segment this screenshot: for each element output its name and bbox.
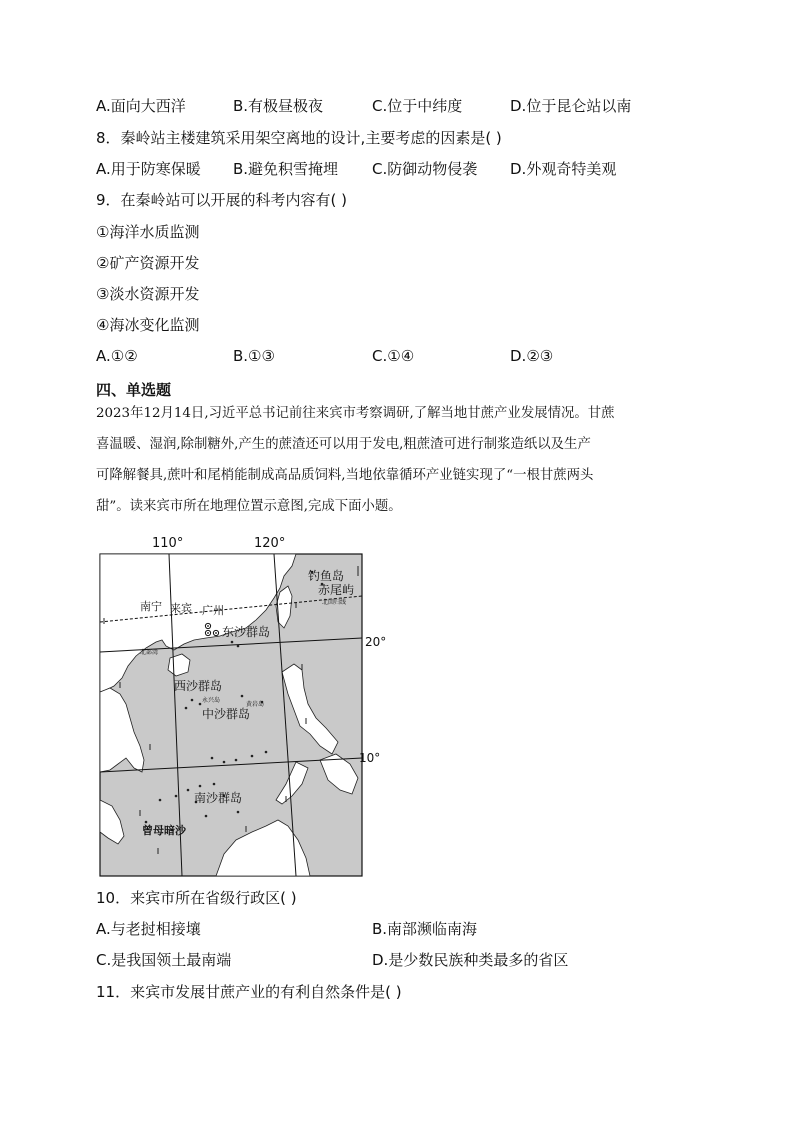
q9-item-3: ③淡水资源开发 [96,285,200,303]
q8-option-b: B.避免积雪掩埋 [233,160,339,178]
label-chiwei: 赤尾屿 [318,583,355,597]
label-huangyan: 黄岩岛 [246,701,265,708]
q8-option-a: A.用于防寒保暖 [96,160,201,178]
label-diaoyu: 钓鱼岛 [308,569,345,583]
q7-option-d: D.位于昆仑站以南 [510,97,632,115]
q10-stem: 10．来宾市所在省级行政区( ) [96,889,297,907]
label-20: 20° [365,635,387,649]
q9-item-1: ①海洋水质监测 [96,223,200,241]
q9-option-c: C.①④ [372,347,415,365]
q8-option-d: D.外观奇特美观 [510,160,617,178]
label-120: 120° [254,536,286,551]
q9-option-d: D.②③ [510,347,554,365]
q7-option-b: B.有极昼极夜 [233,97,324,115]
q10-option-c: C.是我国领土最南端 [96,951,232,969]
label-110: 110° [152,536,184,551]
label-xisha: 西沙群岛 [174,679,223,693]
label-yongxing: 永兴岛 [202,697,221,704]
label-dongsha: 东沙群岛 [222,625,271,639]
q9-option-a: A.①② [96,347,138,365]
map-svg [96,532,387,880]
hainan-island [168,654,190,676]
label-beibu: 北部湾 [140,649,159,656]
label-laibin: 来宾 [170,602,192,615]
q8-option-c: C.防御动物侵袭 [372,160,478,178]
q10-option-a: A.与老挝相接壤 [96,920,201,938]
material-line-3: 可降解餐具,蔗叶和尾梢能制成高品质饲料,当地依靠循环产业链实现了“一根甘蔗两头 [96,468,594,483]
label-zengmu: 曾母暗沙 [142,824,186,837]
q9-item-2: ②矿产资源开发 [96,254,200,272]
q10-option-d: D.是少数民族种类最多的省区 [372,951,569,969]
material-line-1: 2023年12月14日,习近平总书记前往来宾市考察调研,了解当地甘蔗产业发展情况。甘蔗 [96,406,615,421]
material-line-4: 甜”。读来宾市所在地理位置示意图,完成下面小题。 [96,499,402,514]
q7-option-c: C.位于中纬度 [372,97,463,115]
q9-item-4: ④海冰变化监测 [96,316,200,334]
label-nanning: 南宁 [140,600,162,613]
label-10: 10° [359,751,381,765]
q9-stem: 9．在秦岭站可以开展的科考内容有( ) [96,191,348,209]
q7-option-a: A.面向大西洋 [96,97,186,115]
material-line-2: 喜温暖、湿润,除制糖外,产生的蔗渣还可以用于发电,粗蔗渣可进行制浆造纸以及生产 [96,437,591,452]
label-guangzhou: 广州 [202,604,224,617]
label-zhongsha: 中沙群岛 [202,707,251,721]
q11-stem: 11．来宾市发展甘蔗产业的有利自然条件是( ) [96,983,402,1001]
label-nansha: 南沙群岛 [194,791,243,805]
q9-option-b: B.①③ [233,347,275,365]
label-tropic: 北回归线 [322,599,347,606]
q8-stem: 8．秦岭站主楼建筑采用架空离地的设计,主要考虑的因素是( ) [96,129,502,147]
material-paragraph [96,398,702,522]
location-map [96,532,387,880]
q10-option-b: B.南部濒临南海 [372,920,478,938]
section-title: 四、单选题 [96,381,172,399]
